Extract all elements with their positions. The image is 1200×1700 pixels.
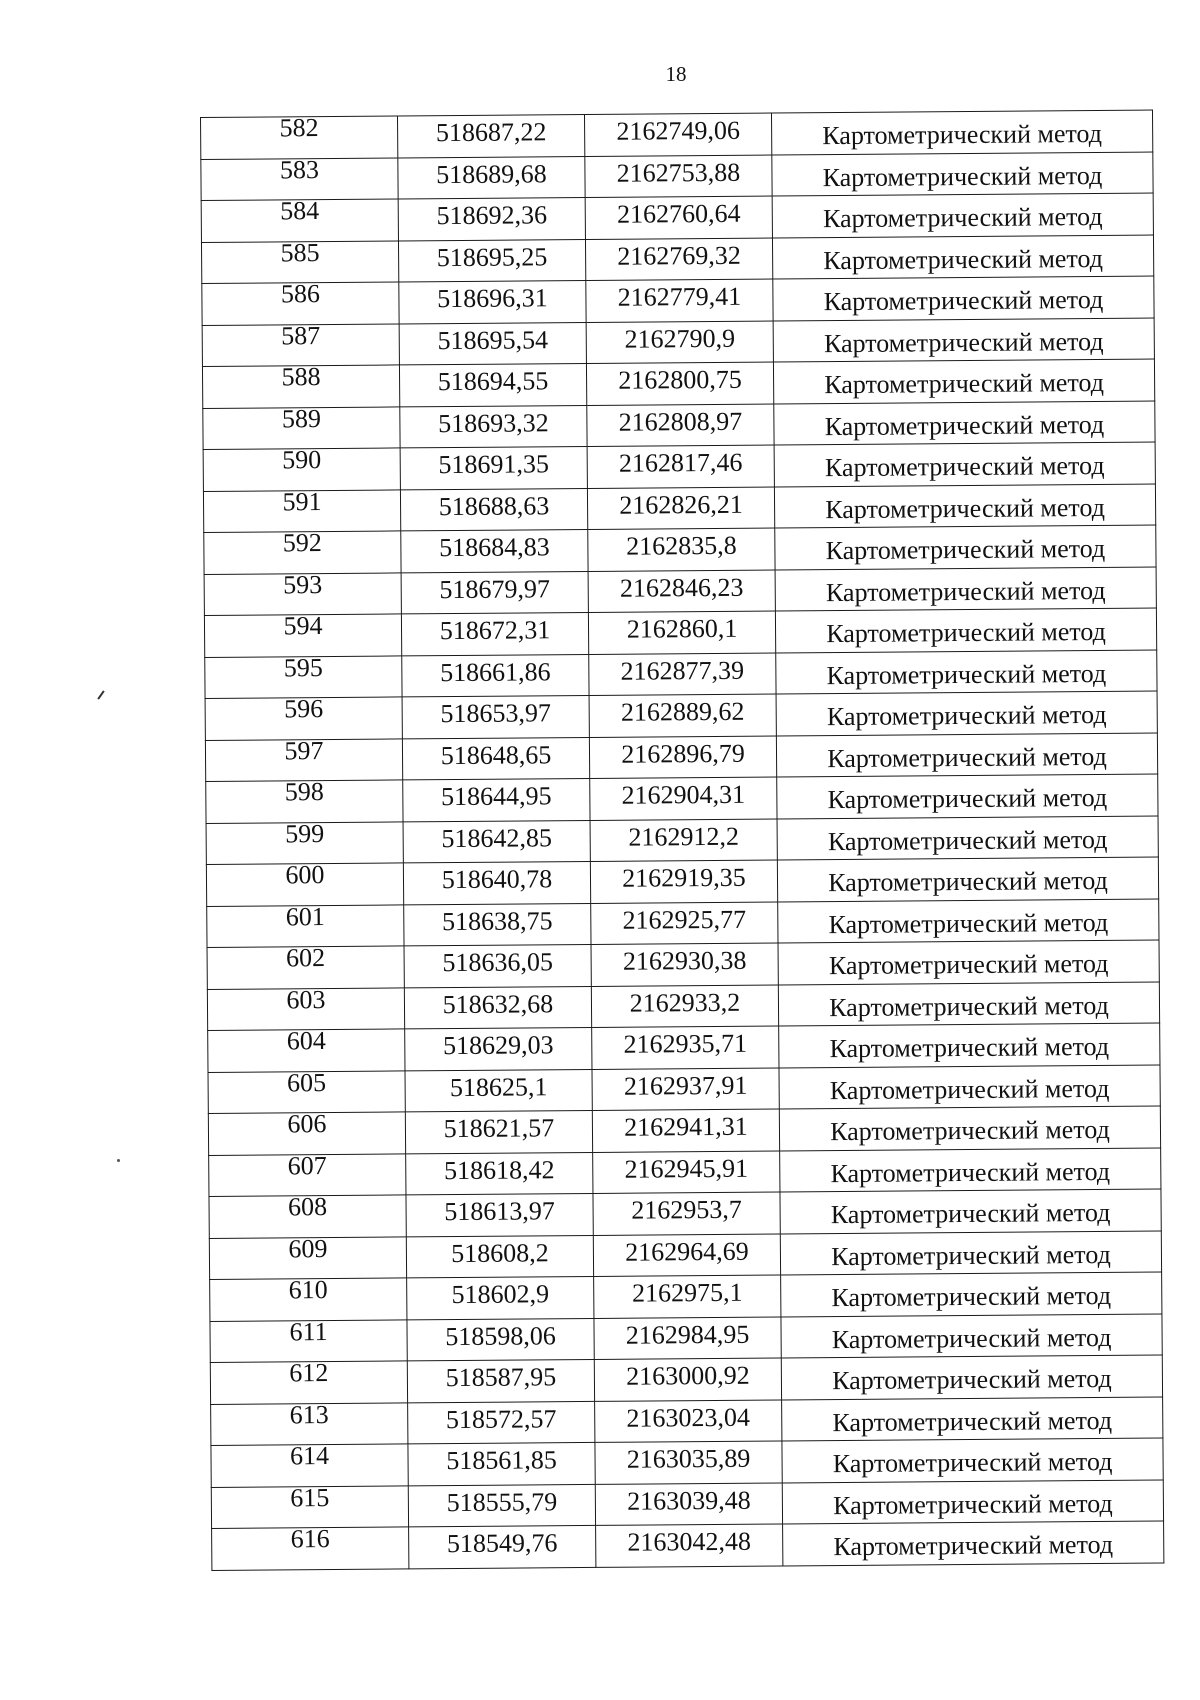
point-number-cell — [210, 1316, 407, 1362]
x-coordinate-cell — [403, 778, 590, 821]
point-number-cell-text: 615 — [290, 1482, 330, 1513]
point-number-cell-text: 611 — [289, 1316, 328, 1347]
point-number-cell-text: 586 — [280, 279, 321, 309]
x-coordinate-cell-text: 518608,2 — [451, 1238, 549, 1268]
point-number-cell-text: 616 — [290, 1524, 330, 1554]
x-coordinate-cell-text: 518644,95 — [440, 781, 552, 812]
x-coordinate-cell — [401, 571, 588, 614]
method-cell — [773, 276, 1154, 320]
y-coordinate-cell-text: 2163035,89 — [626, 1443, 751, 1474]
point-number-cell-text: 600 — [285, 860, 325, 890]
y-coordinate-cell-text: 2162937,91 — [623, 1070, 748, 1101]
method-cell — [776, 732, 1157, 776]
scan-pen-mark — [97, 690, 104, 699]
point-number-cell-text: 603 — [286, 984, 326, 1015]
point-number-cell — [206, 860, 403, 906]
y-coordinate-cell-text: 2163000,92 — [626, 1360, 750, 1391]
y-coordinate-cell — [595, 1399, 782, 1442]
method-cell-text: Картометрический метод — [828, 866, 1108, 898]
x-coordinate-cell-text: 518691,35 — [438, 449, 550, 480]
y-coordinate-cell — [588, 528, 775, 571]
x-coordinate-cell — [399, 363, 586, 406]
x-coordinate-cell — [400, 446, 587, 489]
method-cell — [780, 1147, 1161, 1191]
point-number-cell-text: 612 — [289, 1358, 329, 1388]
point-number-cell — [205, 694, 402, 740]
x-coordinate-cell — [406, 1152, 593, 1195]
method-cell — [780, 1189, 1161, 1233]
y-coordinate-cell — [589, 652, 776, 695]
y-coordinate-cell — [590, 777, 777, 820]
point-number-cell — [207, 984, 404, 1030]
method-cell-text: Картометрический метод — [824, 451, 1105, 483]
x-coordinate-cell-text: 518602,9 — [451, 1279, 550, 1310]
point-number-cell — [203, 445, 400, 491]
x-coordinate-cell-text: 518672,31 — [439, 615, 551, 646]
y-coordinate-cell — [585, 155, 772, 198]
x-coordinate-cell — [402, 695, 589, 738]
y-coordinate-cell-text: 2162835,8 — [626, 531, 737, 561]
method-cell — [782, 1396, 1163, 1440]
method-cell-text: Картометрический метод — [830, 1115, 1110, 1147]
point-number-cell-text: 595 — [283, 652, 323, 683]
method-cell — [773, 359, 1154, 403]
x-coordinate-cell-text: 518689,68 — [436, 159, 547, 189]
x-coordinate-cell-text: 518598,06 — [445, 1320, 556, 1351]
method-cell — [777, 774, 1158, 818]
point-number-cell-text: 609 — [288, 1233, 328, 1264]
x-coordinate-cell-text: 518648,65 — [440, 740, 552, 770]
x-coordinate-cell-text: 518549,76 — [446, 1528, 558, 1559]
point-number-cell — [202, 279, 399, 325]
method-cell — [773, 318, 1154, 362]
x-coordinate-cell-text: 518688,63 — [438, 491, 550, 521]
point-number-cell-text: 591 — [282, 486, 322, 517]
x-coordinate-cell — [403, 820, 590, 863]
method-cell — [781, 1355, 1162, 1399]
point-number-cell — [202, 320, 399, 366]
y-coordinate-cell-text: 2162760,64 — [616, 199, 741, 229]
y-coordinate-cell-text: 2162889,62 — [620, 696, 745, 727]
point-number-cell — [210, 1275, 407, 1321]
x-coordinate-cell — [406, 1235, 593, 1278]
x-coordinate-cell-text: 518636,05 — [442, 947, 554, 978]
method-cell-text: Картометрический метод — [822, 119, 1103, 151]
y-coordinate-cell — [596, 1524, 783, 1567]
y-coordinate-cell-text: 2162846,23 — [619, 572, 744, 603]
x-coordinate-cell — [407, 1359, 594, 1402]
point-number-cell — [205, 735, 402, 781]
point-number-cell — [204, 528, 401, 574]
y-coordinate-cell — [595, 1441, 782, 1484]
method-cell-text: Картометрический метод — [827, 824, 1108, 856]
x-coordinate-cell — [398, 197, 585, 240]
x-coordinate-cell-text: 518694,55 — [437, 366, 549, 397]
point-number-cell-text: 613 — [289, 1399, 329, 1430]
x-coordinate-cell-text: 518632,68 — [442, 989, 554, 1019]
y-coordinate-cell-text: 2163039,48 — [627, 1485, 751, 1516]
point-number-cell — [209, 1192, 406, 1238]
y-coordinate-cell-text: 2162826,21 — [619, 489, 743, 520]
y-coordinate-cell — [589, 694, 776, 737]
method-cell-text: Картометрический метод — [830, 1156, 1111, 1188]
method-cell — [772, 152, 1153, 196]
method-cell — [775, 525, 1156, 569]
point-number-cell-text: 585 — [280, 237, 320, 268]
y-coordinate-cell-text: 2162790,9 — [624, 323, 736, 354]
method-cell-text: Картометрический метод — [825, 492, 1105, 524]
point-number-cell-text: 598 — [284, 777, 324, 807]
y-coordinate-cell — [588, 611, 775, 654]
method-cell-text: Картометрический метод — [825, 534, 1106, 566]
point-number-cell-text: 614 — [289, 1441, 330, 1471]
y-coordinate-cell — [587, 445, 774, 488]
point-number-cell — [201, 237, 398, 283]
method-cell-text: Картометрический метод — [829, 1073, 1110, 1105]
y-coordinate-cell-text: 2162945,91 — [624, 1153, 749, 1184]
y-coordinate-cell-text: 2162912,2 — [628, 821, 740, 852]
x-coordinate-cell — [397, 114, 584, 157]
method-cell — [780, 1230, 1161, 1274]
method-cell-text: Картометрический метод — [827, 741, 1107, 773]
point-number-cell — [204, 569, 401, 615]
point-number-cell-text: 589 — [281, 403, 321, 434]
x-coordinate-cell-text: 518561,85 — [446, 1445, 557, 1476]
point-number-cell — [203, 403, 400, 449]
point-number-cell — [209, 1150, 406, 1196]
y-coordinate-cell — [594, 1316, 781, 1359]
point-number-cell-text: 587 — [281, 320, 321, 351]
x-coordinate-cell-text: 518640,78 — [441, 864, 553, 895]
y-coordinate-cell-text: 2162953,7 — [631, 1195, 742, 1225]
x-coordinate-cell — [408, 1484, 595, 1527]
y-coordinate-cell — [590, 818, 777, 861]
point-number-cell — [203, 486, 400, 532]
x-coordinate-cell-text: 518618,42 — [443, 1154, 555, 1185]
y-coordinate-cell-text: 2162896,79 — [621, 738, 745, 769]
point-number-cell-text: 588 — [281, 362, 321, 392]
x-coordinate-cell-text: 518693,32 — [438, 408, 549, 438]
x-coordinate-cell — [400, 405, 587, 448]
method-cell-text: Картометрический метод — [831, 1322, 1112, 1354]
method-cell-text: Картометрический метод — [823, 243, 1104, 275]
method-cell — [775, 608, 1156, 652]
y-coordinate-cell-text: 2162964,69 — [625, 1236, 749, 1267]
x-coordinate-cell — [406, 1193, 593, 1236]
x-coordinate-cell — [400, 488, 587, 531]
page-number: 18 — [665, 62, 687, 86]
method-cell-text: Картометрический метод — [832, 1405, 1113, 1437]
method-cell-text: Картометрический метод — [827, 783, 1108, 815]
y-coordinate-cell-text: 2162984,95 — [625, 1319, 750, 1350]
method-cell-text: Картометрический метод — [825, 575, 1106, 607]
y-coordinate-cell-text: 2162933,2 — [629, 987, 741, 1018]
point-number-cell-text: 594 — [283, 611, 323, 641]
y-coordinate-cell-text: 2162753,88 — [616, 157, 741, 188]
method-cell-text: Картометрический метод — [829, 990, 1109, 1022]
method-cell-text: Картометрический метод — [823, 285, 1104, 317]
x-coordinate-cell-text: 518653,97 — [440, 698, 552, 729]
point-number-cell-text: 601 — [285, 901, 325, 932]
x-coordinate-cell — [398, 156, 585, 199]
y-coordinate-cell-text: 2162769,32 — [617, 240, 741, 271]
y-coordinate-cell — [587, 486, 774, 529]
method-cell-text: Картометрический метод — [829, 1032, 1110, 1064]
method-cell — [774, 442, 1155, 486]
y-coordinate-cell-text: 2162877,39 — [620, 655, 745, 686]
x-coordinate-cell-text: 518555,79 — [446, 1486, 558, 1517]
method-cell-text: Картометрический метод — [831, 1281, 1112, 1313]
y-coordinate-cell — [592, 1067, 779, 1110]
y-coordinate-cell-text: 2162941,31 — [624, 1111, 748, 1142]
y-coordinate-cell-text: 2162904,31 — [621, 779, 746, 810]
method-cell — [774, 484, 1155, 528]
method-cell-text: Картометрический метод — [830, 1198, 1111, 1230]
point-number-cell-text: 590 — [282, 445, 322, 475]
y-coordinate-cell — [586, 362, 773, 405]
point-number-cell-text: 602 — [285, 943, 326, 973]
point-number-cell — [211, 1441, 408, 1487]
x-coordinate-cell — [405, 1027, 592, 1070]
x-coordinate-cell-text: 518692,36 — [436, 200, 548, 231]
x-coordinate-cell-text: 518695,25 — [436, 242, 548, 272]
point-number-cell — [207, 943, 404, 989]
method-cell-text: Картометрический метод — [828, 949, 1109, 981]
x-coordinate-cell — [405, 1069, 592, 1112]
y-coordinate-cell — [588, 569, 775, 612]
method-cell-text: Картометрический метод — [832, 1447, 1113, 1479]
y-coordinate-cell-text: 2162817,46 — [618, 448, 743, 478]
table-body — [201, 110, 1164, 1570]
y-coordinate-cell — [593, 1233, 780, 1276]
method-cell — [783, 1521, 1164, 1565]
point-number-cell-text: 606 — [287, 1109, 327, 1139]
x-coordinate-cell — [404, 986, 591, 1029]
method-cell — [772, 193, 1153, 237]
point-number-cell — [205, 652, 402, 698]
method-cell-text: Картометрический метод — [826, 658, 1107, 690]
point-number-cell — [212, 1524, 409, 1570]
method-cell — [777, 815, 1158, 859]
y-coordinate-cell — [595, 1482, 782, 1525]
y-coordinate-cell-text: 2162860,1 — [626, 614, 738, 644]
point-number-cell — [208, 1026, 405, 1072]
x-coordinate-cell — [407, 1276, 594, 1319]
method-cell — [781, 1272, 1162, 1316]
coordinates-table — [200, 110, 1164, 1571]
x-coordinate-cell-text: 518629,03 — [442, 1030, 554, 1061]
point-number-cell-text: 582 — [279, 113, 319, 143]
point-number-cell-text: 604 — [286, 1026, 326, 1056]
method-cell — [781, 1313, 1162, 1357]
y-coordinate-cell — [589, 735, 776, 778]
y-coordinate-cell-text: 2163023,04 — [626, 1402, 751, 1433]
point-number-cell — [202, 362, 399, 408]
point-number-cell-text: 597 — [284, 735, 324, 766]
point-number-cell — [201, 113, 398, 159]
point-number-cell — [211, 1399, 408, 1445]
x-coordinate-cell — [404, 944, 591, 987]
scan-dot-mark — [117, 1159, 120, 1162]
y-coordinate-cell-text: 2162800,75 — [618, 365, 742, 395]
y-coordinate-cell — [586, 279, 773, 322]
point-number-cell-text: 608 — [287, 1192, 328, 1222]
method-cell — [782, 1438, 1163, 1482]
x-coordinate-cell-text: 518587,95 — [445, 1362, 557, 1393]
point-number-cell — [206, 818, 403, 864]
point-number-cell-text: 596 — [284, 694, 324, 724]
method-cell-text: Картометрический метод — [823, 326, 1104, 358]
method-cell — [779, 1106, 1160, 1150]
method-cell — [782, 1479, 1163, 1523]
x-coordinate-cell-text: 518684,83 — [439, 532, 550, 563]
y-coordinate-cell — [591, 901, 778, 944]
y-coordinate-cell — [590, 860, 777, 903]
y-coordinate-cell — [585, 196, 772, 239]
x-coordinate-cell — [402, 737, 589, 780]
y-coordinate-cell — [585, 238, 772, 281]
x-coordinate-cell-text: 518638,75 — [441, 906, 553, 936]
y-coordinate-cell — [593, 1192, 780, 1235]
method-cell-text: Картометрический метод — [822, 202, 1103, 234]
point-number-cell — [204, 611, 401, 657]
point-number-cell-text: 610 — [288, 1275, 328, 1305]
y-coordinate-cell-text: 2162925,77 — [622, 904, 747, 935]
x-coordinate-cell — [399, 322, 586, 365]
x-coordinate-cell — [401, 529, 588, 572]
method-cell — [776, 650, 1157, 694]
method-cell-text: Картометрический метод — [822, 160, 1103, 192]
point-number-cell-text: 599 — [285, 818, 325, 849]
y-coordinate-cell-text: 2162749,06 — [616, 116, 740, 146]
x-coordinate-cell — [398, 239, 585, 282]
x-coordinate-cell — [404, 903, 591, 946]
point-number-cell — [210, 1358, 407, 1404]
x-coordinate-cell — [402, 654, 589, 697]
x-coordinate-cell-text: 518661,86 — [440, 657, 551, 687]
method-cell-text: Картометрический метод — [832, 1364, 1112, 1396]
table-row — [212, 1521, 1164, 1570]
y-coordinate-cell-text: 2162808,97 — [618, 406, 743, 437]
y-coordinate-cell — [591, 984, 778, 1027]
point-number-cell-text: 593 — [283, 569, 323, 600]
x-coordinate-cell — [409, 1525, 596, 1568]
x-coordinate-cell-text: 518695,54 — [437, 325, 549, 355]
y-coordinate-cell — [591, 943, 778, 986]
method-cell — [778, 981, 1159, 1025]
point-number-cell — [207, 901, 404, 947]
y-coordinate-cell — [592, 1109, 779, 1152]
x-coordinate-cell — [408, 1442, 595, 1485]
x-coordinate-cell-text: 518621,57 — [443, 1113, 555, 1144]
point-number-cell-text: 584 — [280, 196, 320, 226]
method-cell — [774, 401, 1155, 445]
point-number-cell-text: 607 — [287, 1150, 327, 1181]
y-coordinate-cell — [593, 1150, 780, 1193]
method-cell — [778, 940, 1159, 984]
x-coordinate-cell-text: 518679,97 — [439, 574, 551, 604]
x-coordinate-cell-text: 518613,97 — [444, 1196, 555, 1227]
x-coordinate-cell-text: 518687,22 — [435, 117, 547, 148]
y-coordinate-cell-text: 2163042,48 — [627, 1526, 752, 1557]
y-coordinate-cell — [584, 113, 771, 156]
point-number-cell-text: 583 — [279, 154, 320, 185]
x-coordinate-cell — [403, 861, 590, 904]
method-cell — [772, 235, 1153, 279]
y-coordinate-cell — [592, 1026, 779, 1069]
method-cell — [776, 691, 1157, 735]
method-cell-text: Картометрический метод — [824, 409, 1105, 441]
method-cell-text: Картометрический метод — [824, 368, 1105, 400]
y-coordinate-cell — [594, 1358, 781, 1401]
y-coordinate-cell-text: 2162930,38 — [622, 945, 747, 976]
method-cell — [779, 1023, 1160, 1067]
x-coordinate-cell-text: 518642,85 — [441, 823, 553, 853]
method-cell — [775, 567, 1156, 611]
method-cell-text: Картометрический метод — [833, 1530, 1114, 1562]
method-cell-text: Картометрический метод — [831, 1239, 1111, 1271]
y-coordinate-cell-text: 2162779,41 — [617, 282, 742, 312]
y-coordinate-cell — [586, 321, 773, 364]
point-number-cell — [209, 1233, 406, 1279]
y-coordinate-cell-text: 2162935,71 — [623, 1028, 748, 1059]
x-coordinate-cell-text: 518696,31 — [437, 283, 548, 314]
point-number-cell — [208, 1067, 405, 1113]
point-number-cell — [206, 777, 403, 823]
y-coordinate-cell-text: 2162919,35 — [622, 862, 746, 893]
x-coordinate-cell — [399, 280, 586, 323]
x-coordinate-cell — [401, 612, 588, 655]
point-number-cell-text: 605 — [286, 1067, 327, 1098]
point-number-cell — [211, 1482, 408, 1528]
x-coordinate-cell-text: 518572,57 — [445, 1403, 557, 1434]
method-cell — [777, 857, 1158, 901]
method-cell — [778, 898, 1159, 942]
method-cell — [771, 110, 1152, 154]
method-cell-text: Картометрический метод — [833, 1488, 1113, 1520]
method-cell-text: Картометрический метод — [826, 617, 1106, 649]
point-number-cell — [201, 196, 398, 242]
method-cell — [779, 1064, 1160, 1108]
method-cell-text: Картометрический метод — [826, 700, 1107, 732]
y-coordinate-cell-text: 2162975,1 — [631, 1278, 743, 1308]
x-coordinate-cell-text: 518625,1 — [449, 1072, 548, 1102]
point-number-cell — [201, 154, 398, 200]
method-cell-text: Картометрический метод — [828, 907, 1109, 939]
x-coordinate-cell — [407, 1318, 594, 1361]
point-number-cell-text: 592 — [282, 528, 322, 558]
point-number-cell — [208, 1109, 405, 1155]
y-coordinate-cell — [594, 1275, 781, 1318]
y-coordinate-cell — [587, 404, 774, 447]
x-coordinate-cell — [408, 1401, 595, 1444]
x-coordinate-cell — [405, 1110, 592, 1153]
